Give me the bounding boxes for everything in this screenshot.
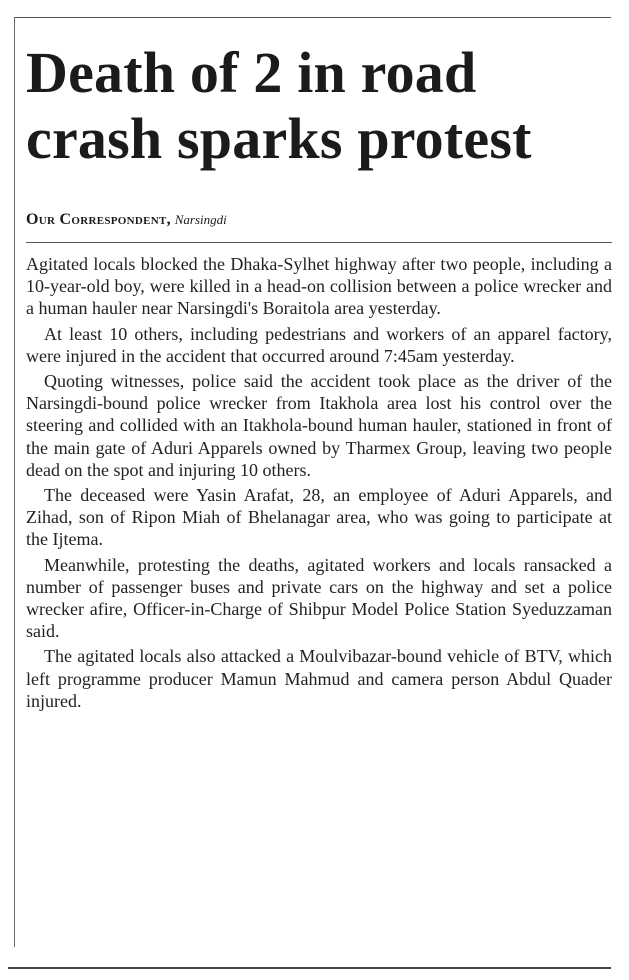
article-headline: Death of 2 in road crash sparks protest [26, 40, 532, 171]
byline-author: Our Correspondent, [26, 211, 171, 228]
byline-location: Narsingdi [174, 212, 227, 227]
paragraph-2: At least 10 others, including pedestrians and workers of an apparel factory, were injured in the accident that occurred around 7:45am yesterday. [26, 323, 612, 366]
paragraph-4: The deceased were Yasin Arafat, 28, an employee of Aduri Apparels, and Zihad, son of Ripon Miah of Bhelanagar area, who was going to participate at the Ijtema. [26, 485, 612, 550]
top-rule [14, 17, 611, 18]
bottom-rule [8, 967, 611, 969]
article-body [26, 253, 612, 715]
byline-rule [26, 242, 612, 243]
byline [26, 210, 612, 230]
paragraph-3: Quoting witnesses, police said the accident took place as the driver of the Narsingdi-bound police wrecker from Itakhola area lost his control over the steering and collided with an Itakhola-bound human hauler, stationed in front of the main gate of Aduri Apparels owned by Tharmex Group, leaving two people dead on the spot and injuring 10 others. [26, 371, 612, 480]
paragraph-6: The agitated locals also attacked a Moulvibazar-bound vehicle of BTV, which left programme producer Mamun Mahmud and camera person Abdul Quader injured. [26, 646, 612, 711]
paragraph-5: Meanwhile, protesting the deaths, agitated workers and locals ransacked a number of passenger buses and private cars on the highway and set a police wrecker afire, Officer-in-Charge of Shibpur Model Police Station Syeduzzaman said. [26, 554, 612, 642]
paragraph-1: Agitated locals blocked the Dhaka-Sylhet highway after two people, including a 10-year-old boy, were killed in a head-on collision between a police wrecker and a human hauler near Narsingdi's Boraitola area yesterday. [26, 254, 612, 319]
column-rule [14, 17, 15, 947]
